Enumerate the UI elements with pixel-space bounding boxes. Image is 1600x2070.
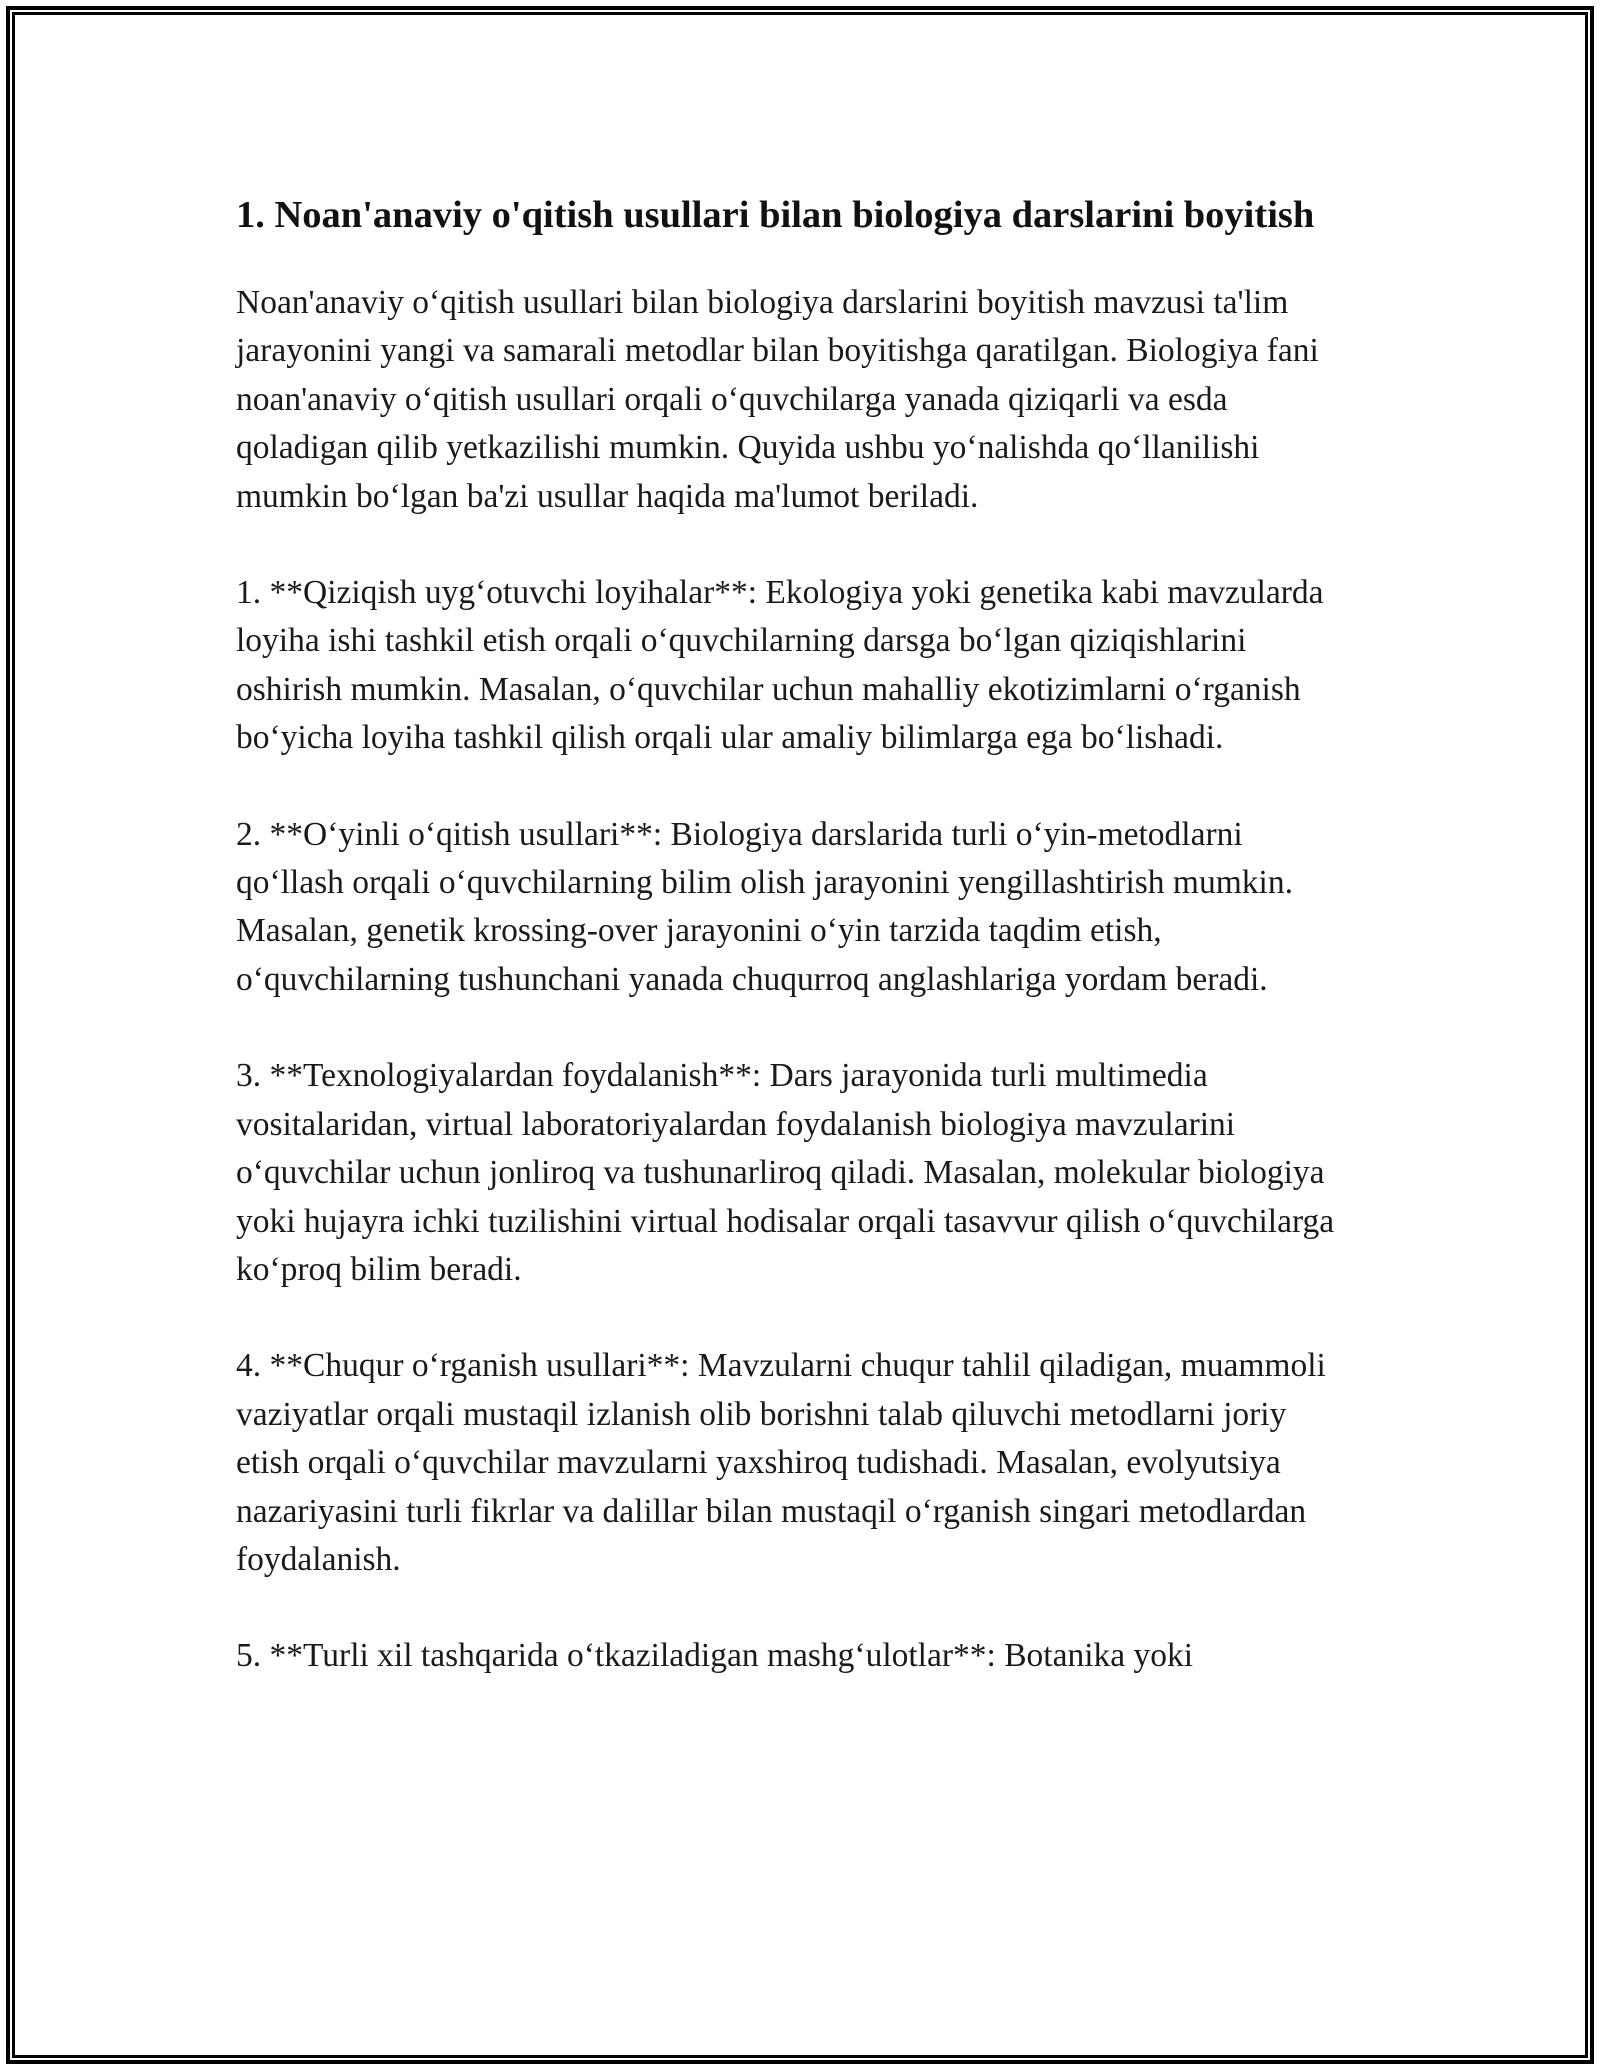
document-title: 1. Noan'anaviy o'qitish usullari bilan biologiya darslarini boyitish [236,194,1315,236]
intro-paragraph: Noan'anaviy o‘qitish usullari bilan biologiya darslarini boyitish mavzusi ta'lim jarayonini yangi va samarali metodlar bilan boyitishga qaratilgan. Biologiya fani noan'anaviy o‘qitish usullari orqali o‘quvchilarga yanada qiziqarli va esda qoladigan qilib yetkazilishi mumkin. Quyida ushbu yo‘nalishda qo‘llanilishi mumkin bo‘lgan ba'zi usullar haqida ma'lumot beriladi. [236,284,1319,515]
list-item-1-paragraph: 1. **Qiziqish uyg‘otuvchi loyihalar**: Ekologiya yoki genetika kabi mavzularda loyiha ishi tashkil etish orqali o‘quvchilarning darsga bo‘lgan qiziqishlarini oshirish mumkin. Masalan, o‘quvchilar uchun mahalliy ekotizimlarni o‘rganish bo‘yicha loyiha tashkil qilish orqali ular amaliy bilimlarga ega bo‘lishadi. [236,574,1324,757]
document-body [236,188,1356,1729]
list-item-2-paragraph: 2. **O‘yinli o‘qitish usullari**: Biologiya darslarida turli o‘yin-metodlarni qo‘llash orqali o‘quvchilarning bilim olish jarayonini yengillashtirish mumkin. Masalan, genetik krossing-over jarayonini o‘yin tarzida taqdim etish, o‘quvchilarning tushunchani yanada chuqurroq anglashlariga yordam beradi. [236,815,1293,998]
list-item-5-paragraph: 5. **Turli xil tashqarida o‘tkaziladigan mashg‘ulotlar**: Botanika yoki [236,1637,1194,1675]
list-item-4-paragraph: 4. **Chuqur o‘rganish usullari**: Mavzularni chuqur tahlil qiladigan, muammoli vaziyatlar orqali mustaqil izlanish olib borishni talab qiluvchi metodlarni joriy etish orqali o‘quvchilar mavzularni yaxshiroq tudishadi. Masalan, evolyutsiya nazariyasini turli fikrlar va dalillar bilan mustaqil o‘rganish singari metodlardan foydalanish. [236,1347,1326,1578]
list-item-3-paragraph: 3. **Texnologiyalardan foydalanish**: Dars jarayonida turli multimedia vositalaridan, virtual laboratoriyalardan foydalanish biologiya mavzularini o‘quvchilar uchun jonliroq va tushunarliroq qiladi. Masalan, molekular biologiya yoki hujayra ichki tuzilishini virtual hodisalar orqali tasavvur qilish o‘quvchilarga ko‘proq bilim beradi. [236,1057,1335,1288]
